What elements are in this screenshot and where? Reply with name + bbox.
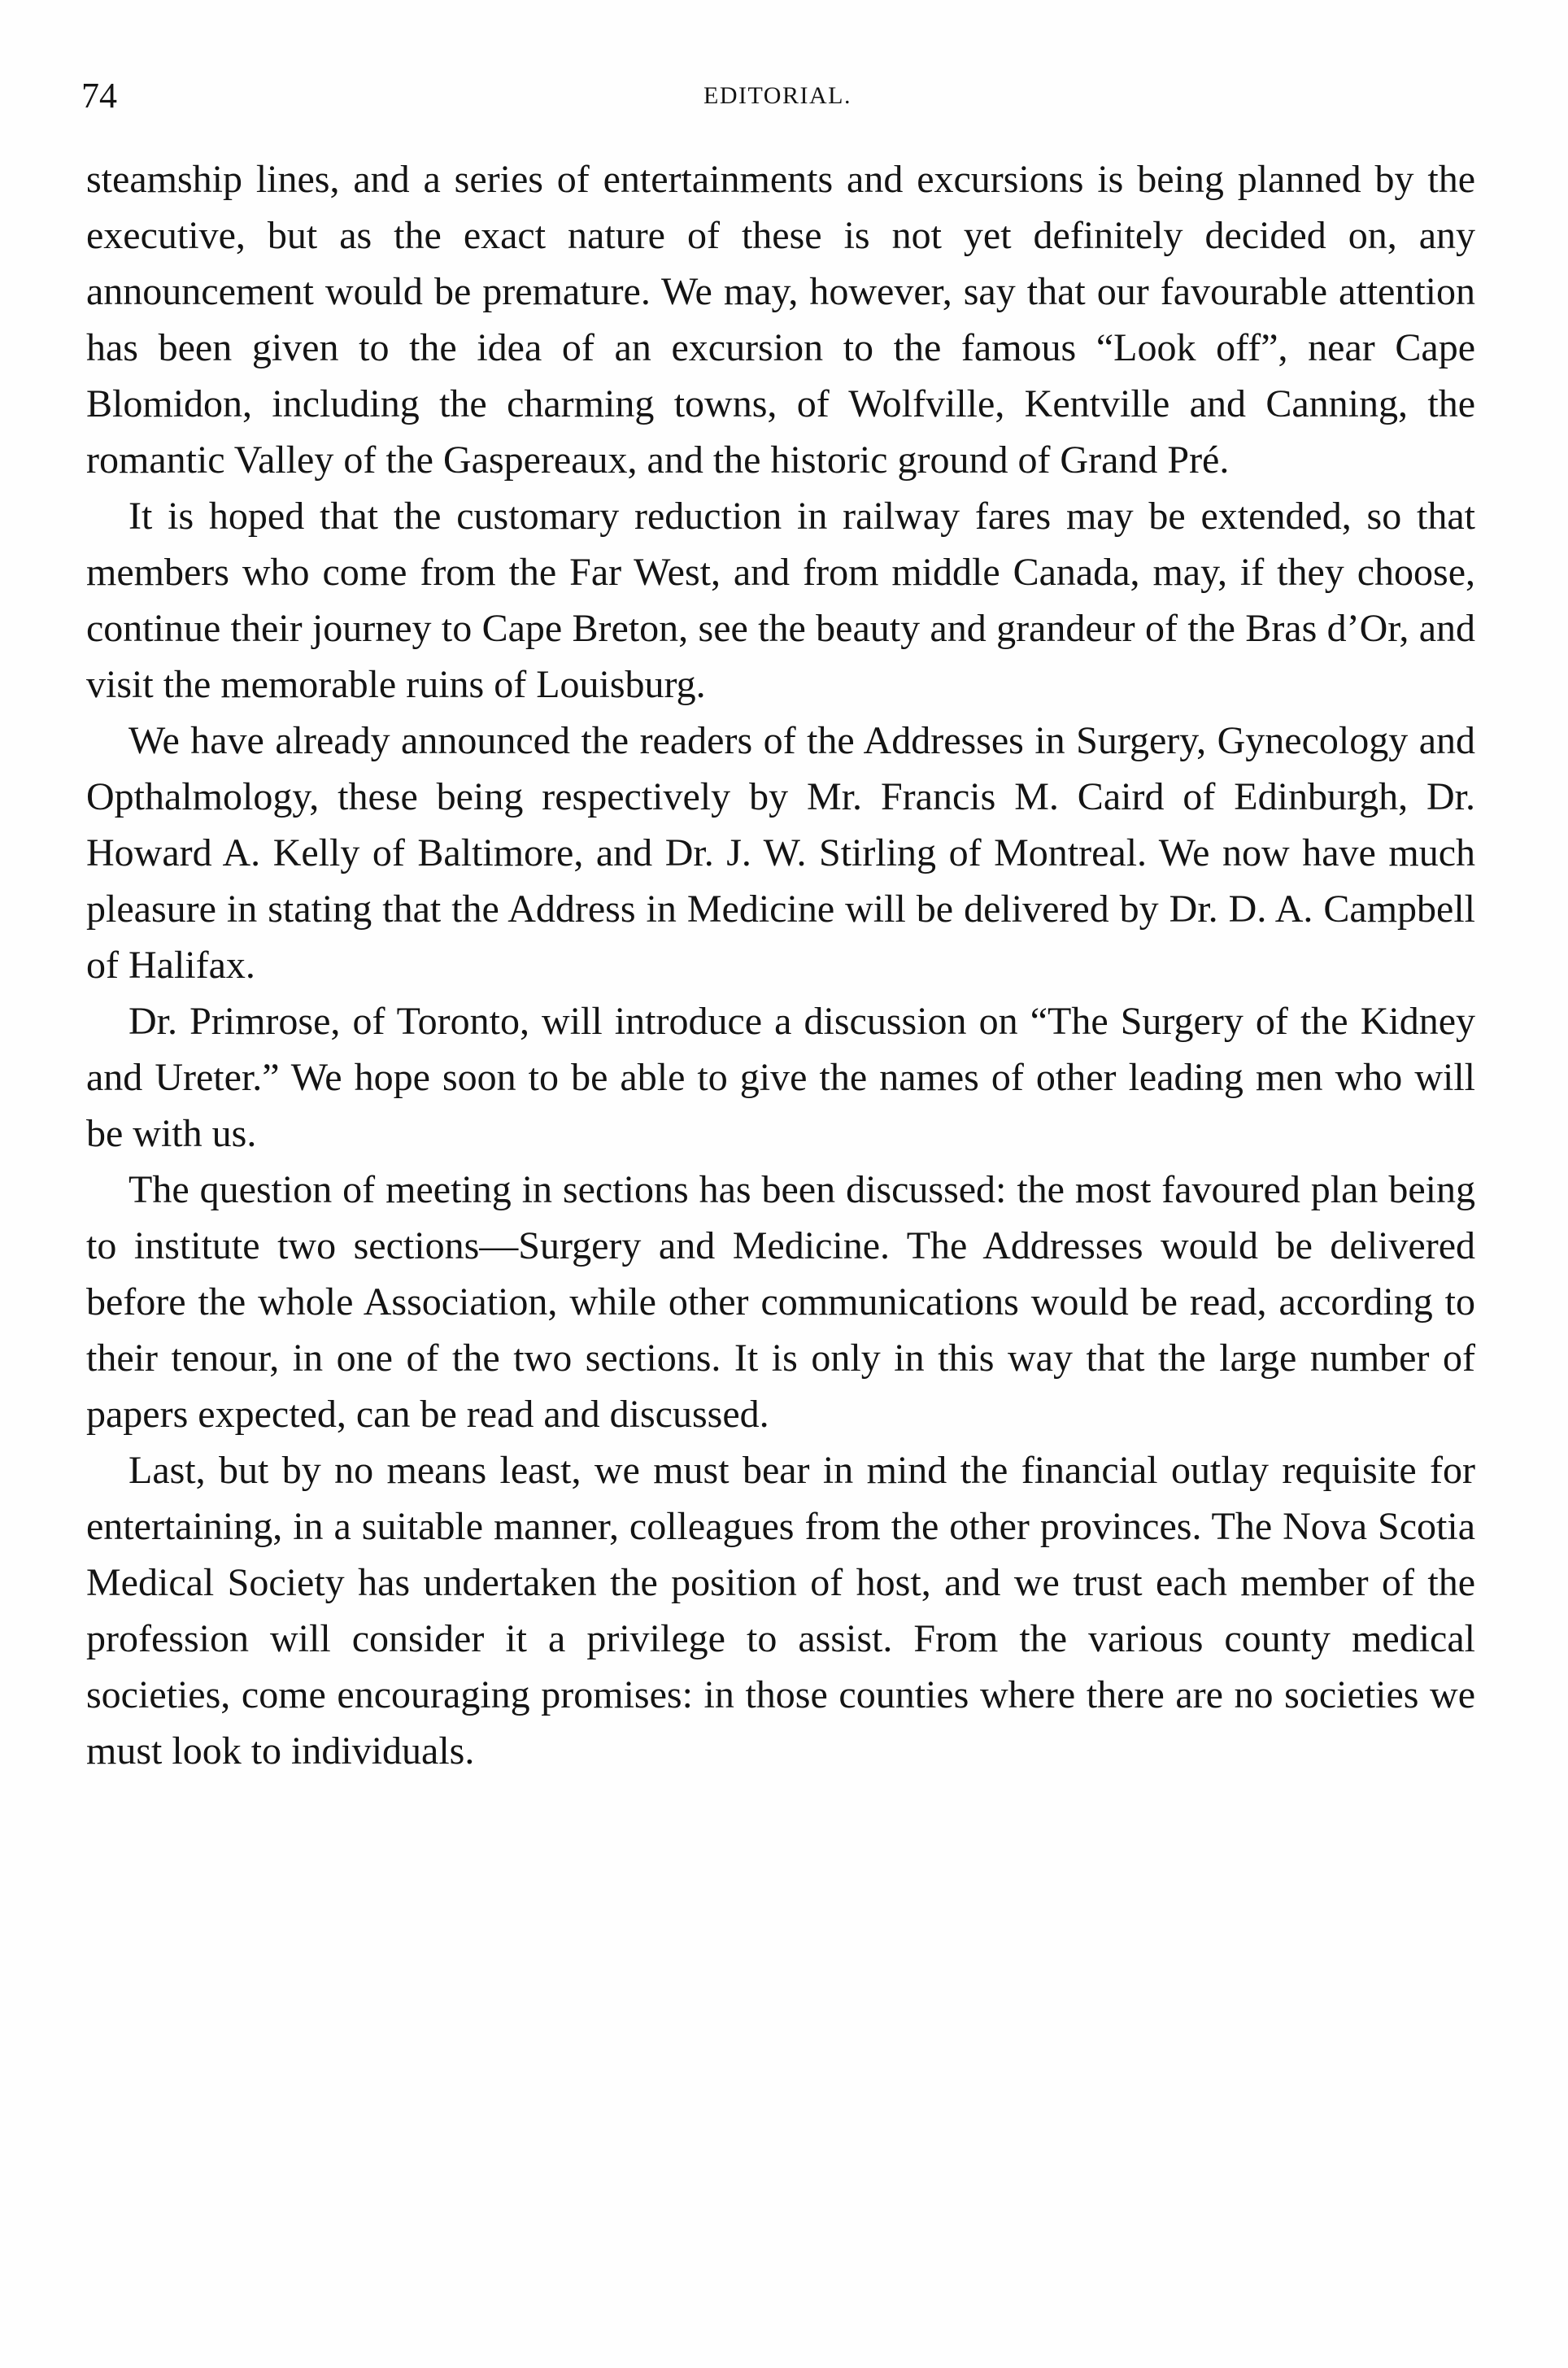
page-header (81, 72, 1474, 120)
running-head: EDITORIAL. (703, 82, 852, 109)
paragraph-excursions: steamship lines, and a series of entertainments and excursions is being planned by the executive, but as the exact nature of these is not yet definitely decided on, any announcement would be premature. We may, however, say that our favourable attention has been given to the idea of an excursion to the famous “Look off”, near Cape Blomidon, including the charming towns, of Wolfville, Kentville and Canning, the romantic Valley of the Gaspereaux, and the historic ground of Grand Pré. (86, 158, 1475, 482)
paragraph-addresses: We have already announced the readers of the Addresses in Surgery, Gynecology and Opthalmology, these being respectively by Mr. Francis M. Caird of Edinburgh, Dr. Howard A. Kelly of Baltimore, and Dr. J. W. Stirling of Montreal. We now have much pleasure in stating that the Address in Medicine will be delivered by Dr. D. A. Campbell of Halifax. (86, 719, 1475, 987)
article-body (86, 151, 1475, 1779)
page-number: 74 (81, 76, 117, 116)
paragraph-discussion: Dr. Primrose, of Toronto, will introduce a discussion on “The Surgery of the Kidney and Ureter.” We hope soon to be able to give the names of other leading men who will be with us. (86, 1000, 1475, 1155)
paragraph-financial-outlay: Last, but by no means least, we must bear in mind the financial outlay requisite for entertaining, in a suitable manner, colleagues from the other provinces. The Nova Scotia Medical Society has undertaken the position of host, and we trust each member of the profession will consider it a privilege to assist. From the various county medical societies, come encouraging promises: in those counties where there are no societies we must look to individuals. (86, 1449, 1475, 1773)
paragraph-railway-fares: It is hoped that the customary reduction in railway fares may be extended, so that members who come from the Far West, and from middle Canada, may, if they choose, continue their journey to Cape Breton, see the beauty and grandeur of the Bras d’Or, and visit the memorable ruins of Louisburg. (86, 495, 1475, 706)
paragraph-sections: The question of meeting in sections has been discussed: the most favoured plan being to institute two sections—Surgery and Medicine. The Addresses would be delivered before the whole Association, while other communications would be read, according to their tenour, in one of the two sections. It is only in this way that the large number of papers expected, can be read and discussed. (86, 1168, 1475, 1436)
